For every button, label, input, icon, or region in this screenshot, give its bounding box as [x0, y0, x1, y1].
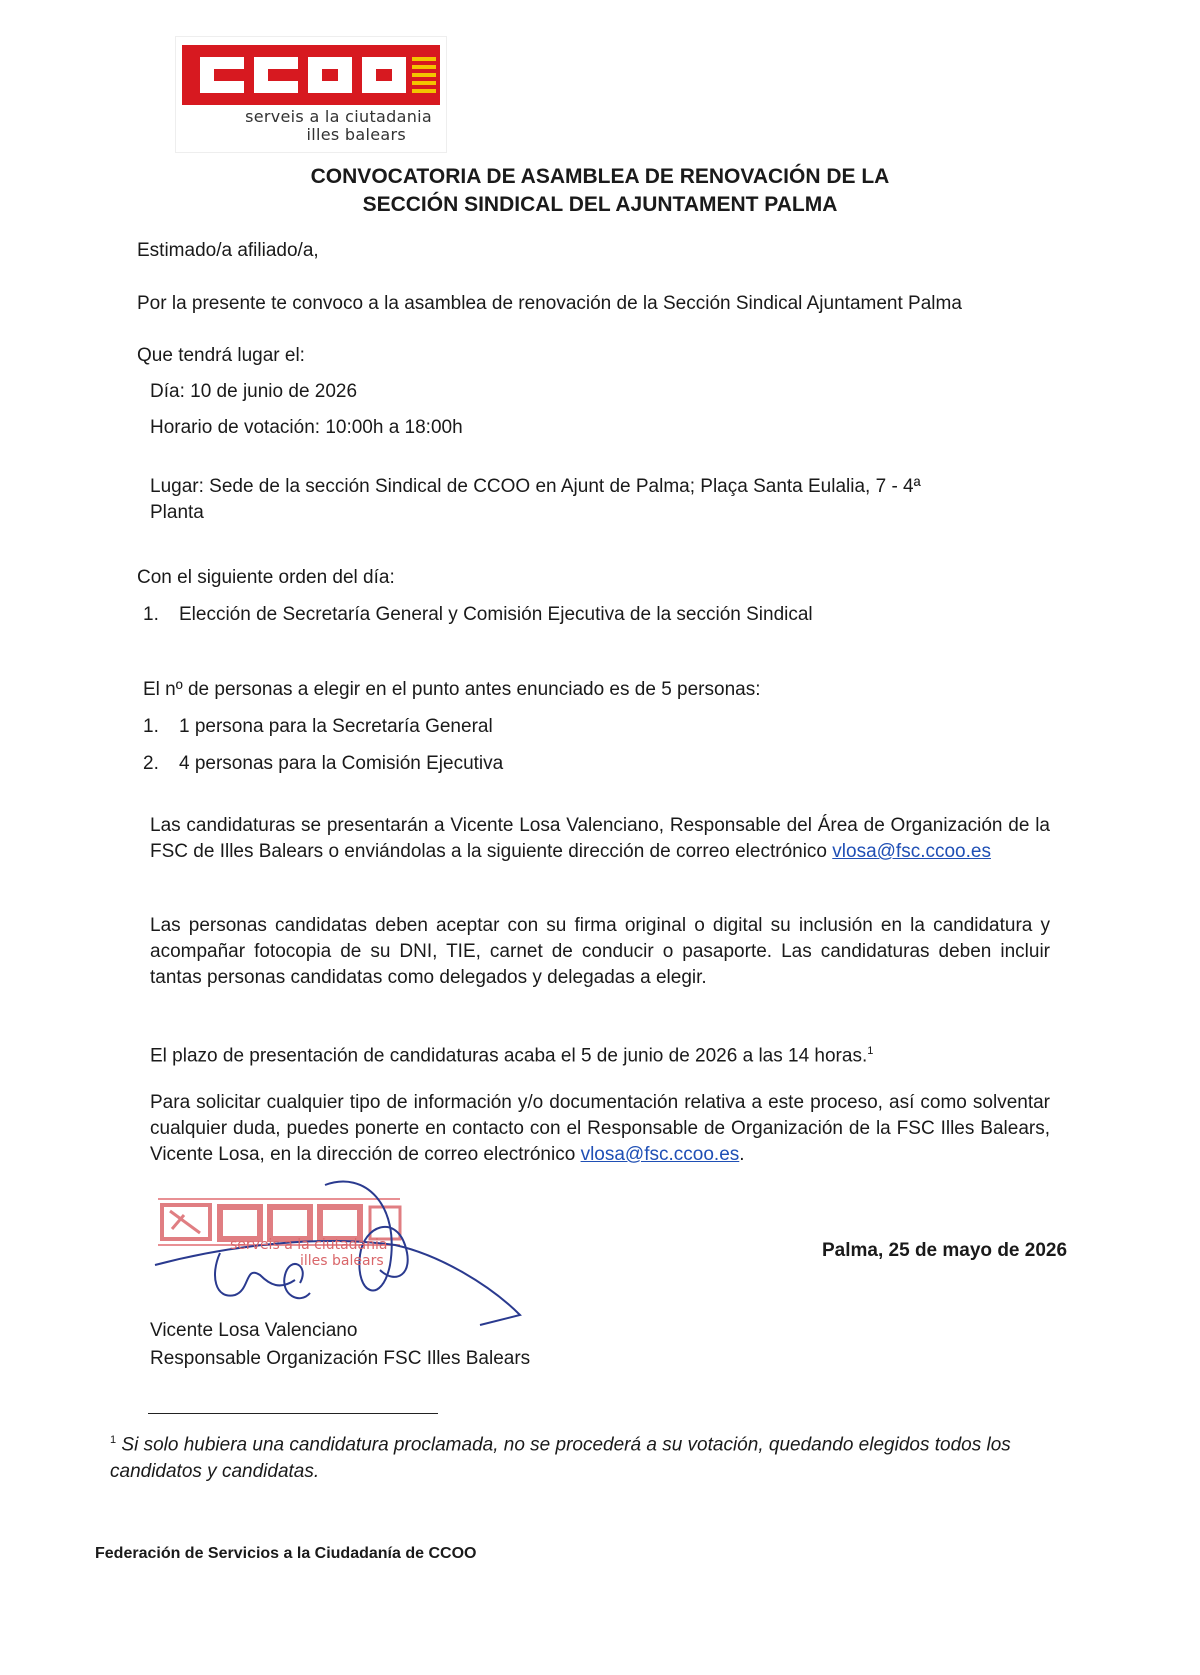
ccoo-letters-icon	[182, 45, 440, 105]
meeting-day: Día: 10 de junio de 2026	[150, 381, 358, 402]
ccoo-logo	[175, 36, 447, 153]
count-item-text: 4 personas para la Comisión Ejecutiva	[179, 753, 504, 774]
footnote-text: Si solo hubiera una candidatura proclamada, no se procederá a su votación, quedando elegidos todos los candidatos y candidatas.	[110, 1434, 1011, 1483]
agenda-intro: Con el siguiente orden del día:	[137, 567, 395, 588]
agenda-item	[143, 602, 813, 628]
greeting: Estimado/a afiliado/a,	[137, 240, 319, 261]
count-item-1	[143, 714, 493, 740]
candidates-paragraph: Las personas candidatas deben aceptar con su firma original o digital su inclusión en la candidatura y acompañar fotocopia de su DNI, TIE, carnet de conducir o pasaporte. Las candidaturas deben incluir tantas personas candidatas como delegados y delegadas a elegir.	[150, 915, 1050, 988]
agenda-item-number: 1.	[143, 604, 159, 625]
footnote-reference: 1	[867, 1045, 874, 1057]
candidacies-paragraph	[150, 813, 1050, 865]
stamp-line-2: illes balears	[300, 1253, 384, 1269]
place-line-1: Lugar: Sede de la sección Sindical de CCOO en Ajunt de Palma; Plaça Santa Eulalia, 7 - 4ª	[150, 476, 921, 497]
email-link[interactable]: vlosa@fsc.ccoo.es	[832, 841, 991, 862]
signer-name: Vicente Losa Valenciano	[150, 1320, 358, 1341]
count-item-number: 1.	[143, 716, 159, 737]
logo-line-2: illes balears	[306, 125, 406, 144]
info-email-link[interactable]: vlosa@fsc.ccoo.es	[580, 1144, 740, 1165]
candidacies-text: Las candidaturas se presentarán a Vicente Losa Valenciano, Responsable del Área de Organización de la FSC de Illes Balears o enviándolas a la siguiente dirección de correo electrónico	[150, 815, 1050, 862]
deadline-paragraph	[150, 1038, 1050, 1069]
meeting-place	[150, 474, 1050, 526]
footnote-separator	[148, 1413, 438, 1414]
info-paragraph: Para solicitar cualquier tipo de información y/o documentación relativa a este proceso, así como solventar cualquier duda, puedes ponerte en contacto con el Responsable de Organización de la FSC Illes Balears, Vicente Losa, en la dirección de correo electrónico vlosa@fsc.ccoo.es.	[150, 1092, 1050, 1165]
count-item-2	[143, 751, 503, 777]
footnote-mark: 1	[110, 1434, 117, 1446]
place-date: Palma, 25 de mayo de 2026	[822, 1240, 1068, 1261]
deadline-text: El plazo de presentación de candidaturas acaba el 5 de junio de 2026 a las 14 horas.	[150, 1045, 868, 1067]
signer-role: Responsable Organización FSC Illes Balears	[150, 1348, 531, 1369]
logo-line-1: serveis a la ciutadania	[245, 107, 432, 126]
count-intro: El nº de personas a elegir en el punto antes enunciado es de 5 personas:	[143, 679, 761, 700]
place-line-2: Planta	[150, 502, 204, 523]
title-line-1: CONVOCATORIA DE ASAMBLEA DE RENOVACIÓN DE LA	[310, 165, 890, 188]
stamp-line-1: serveis a la ciutadania	[230, 1237, 388, 1253]
document-title	[220, 163, 980, 219]
agenda-item-text: Elección de Secretaría General y Comisión Ejecutiva de la sección Sindical	[179, 604, 813, 625]
count-item-text: 1 persona para la Secretaría General	[179, 716, 493, 737]
intro-paragraph: Por la presente te convoco a la asamblea de renovación de la Sección Sindical Ajuntament Palma	[137, 293, 962, 314]
title-line-2: SECCIÓN SINDICAL DEL AJUNTAMENT PALMA	[362, 193, 838, 216]
ccoo-logo-red-band	[182, 45, 440, 105]
when-intro: Que tendrá lugar el:	[137, 345, 305, 366]
page-footer: Federación de Servicios a la Ciudadanía de CCOO	[95, 1545, 477, 1562]
count-item-number: 2.	[143, 753, 159, 774]
footnote	[110, 1427, 1100, 1485]
voting-hours: Horario de votación: 10:00h a 18:00h	[150, 417, 463, 438]
info-text: Para solicitar cualquier tipo de información y/o documentación relativa a este proceso, así como solventar cualquier duda, puedes ponerte en contacto con el Responsable de Organización de la FSC Illes Balears, Vicente Losa, en la dirección de correo electrónico	[150, 1092, 1050, 1165]
